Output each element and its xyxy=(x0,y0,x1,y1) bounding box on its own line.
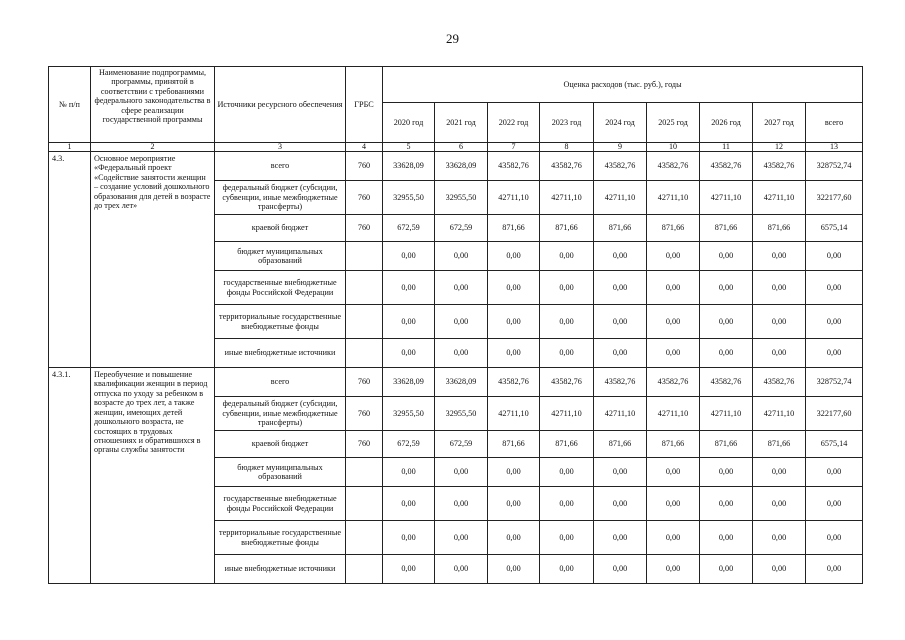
total-value: 328752,74 xyxy=(806,152,863,181)
year-value: 0,00 xyxy=(594,458,647,487)
year-value: 0,00 xyxy=(488,555,540,584)
funding-source: бюджет муниципальных образований xyxy=(215,458,346,487)
year-value: 871,66 xyxy=(540,215,594,242)
year-value: 0,00 xyxy=(383,458,435,487)
year-value: 0,00 xyxy=(700,458,753,487)
year-value: 0,00 xyxy=(647,305,700,339)
year-value: 0,00 xyxy=(594,555,647,584)
year-value: 0,00 xyxy=(488,305,540,339)
year-value: 0,00 xyxy=(540,458,594,487)
year-value: 0,00 xyxy=(488,271,540,305)
year-value: 0,00 xyxy=(488,458,540,487)
column-number: 5 xyxy=(383,143,435,152)
year-value: 43582,76 xyxy=(540,152,594,181)
grbs-code xyxy=(346,305,383,339)
year-value: 0,00 xyxy=(383,271,435,305)
year-value: 0,00 xyxy=(594,271,647,305)
year-value: 0,00 xyxy=(753,458,806,487)
year-value: 672,59 xyxy=(383,431,435,458)
item-number: 4.3. xyxy=(49,152,91,368)
year-value: 0,00 xyxy=(594,521,647,555)
budget-table xyxy=(48,66,863,584)
year-value: 0,00 xyxy=(753,305,806,339)
column-number: 10 xyxy=(647,143,700,152)
year-value: 43582,76 xyxy=(488,368,540,397)
year-value: 0,00 xyxy=(540,305,594,339)
year-value: 43582,76 xyxy=(753,368,806,397)
year-value: 0,00 xyxy=(700,271,753,305)
year-value: 871,66 xyxy=(540,431,594,458)
year-value: 0,00 xyxy=(700,487,753,521)
item-name: Основное мероприятие «Федеральный проект «Содействие занятости женщин – создание условий дошкольного образования для детей в возрасте до трех лет» xyxy=(91,152,215,368)
funding-source: бюджет муниципальных образований xyxy=(215,242,346,271)
grbs-code xyxy=(346,521,383,555)
year-value: 0,00 xyxy=(594,487,647,521)
total-value: 0,00 xyxy=(806,521,863,555)
header-year: 2026 год xyxy=(700,103,753,143)
year-value: 0,00 xyxy=(753,242,806,271)
column-number: 8 xyxy=(540,143,594,152)
year-value: 43582,76 xyxy=(753,152,806,181)
year-value: 33628,09 xyxy=(383,368,435,397)
year-value: 32955,50 xyxy=(383,397,435,431)
year-value: 42711,10 xyxy=(700,181,753,215)
year-value: 0,00 xyxy=(647,271,700,305)
grbs-code: 760 xyxy=(346,397,383,431)
total-value: 0,00 xyxy=(806,487,863,521)
total-value: 322177,60 xyxy=(806,181,863,215)
grbs-code: 760 xyxy=(346,215,383,242)
year-value: 0,00 xyxy=(435,271,488,305)
year-value: 0,00 xyxy=(753,487,806,521)
table-row xyxy=(49,368,863,397)
total-value: 322177,60 xyxy=(806,397,863,431)
year-value: 871,66 xyxy=(647,215,700,242)
year-value: 871,66 xyxy=(488,431,540,458)
header-year: 2025 год xyxy=(647,103,700,143)
year-value: 42711,10 xyxy=(488,397,540,431)
year-value: 871,66 xyxy=(700,215,753,242)
grbs-code: 760 xyxy=(346,368,383,397)
grbs-code xyxy=(346,242,383,271)
year-value: 871,66 xyxy=(488,215,540,242)
year-value: 43582,76 xyxy=(700,368,753,397)
year-value: 0,00 xyxy=(540,521,594,555)
year-value: 42711,10 xyxy=(700,397,753,431)
year-value: 0,00 xyxy=(594,339,647,368)
year-value: 42711,10 xyxy=(753,397,806,431)
year-value: 43582,76 xyxy=(488,152,540,181)
funding-source: государственные внебюджетные фонды Российской Федерации xyxy=(215,487,346,521)
total-value: 0,00 xyxy=(806,242,863,271)
grbs-code xyxy=(346,487,383,521)
funding-source: краевой бюджет xyxy=(215,431,346,458)
year-value: 0,00 xyxy=(488,242,540,271)
page-number: 29 xyxy=(446,31,459,46)
year-value: 0,00 xyxy=(435,458,488,487)
year-value: 0,00 xyxy=(383,242,435,271)
year-value: 0,00 xyxy=(383,339,435,368)
year-value: 0,00 xyxy=(488,521,540,555)
year-value: 0,00 xyxy=(594,242,647,271)
year-value: 0,00 xyxy=(647,458,700,487)
column-number: 3 xyxy=(215,143,346,152)
total-value: 6575,14 xyxy=(806,431,863,458)
year-value: 0,00 xyxy=(753,271,806,305)
year-value: 0,00 xyxy=(647,555,700,584)
funding-source: всего xyxy=(215,368,346,397)
header-grbs: ГРБС xyxy=(346,67,383,143)
grbs-code: 760 xyxy=(346,431,383,458)
grbs-code xyxy=(346,458,383,487)
column-number: 9 xyxy=(594,143,647,152)
total-value: 6575,14 xyxy=(806,215,863,242)
year-value: 0,00 xyxy=(488,339,540,368)
year-value: 43582,76 xyxy=(594,368,647,397)
header-estimate: Оценка расходов (тыс. руб.), годы xyxy=(383,67,863,103)
year-value: 32955,50 xyxy=(435,397,488,431)
funding-source: краевой бюджет xyxy=(215,215,346,242)
header-total: всего xyxy=(806,103,863,143)
funding-source: государственные внебюджетные фонды Российской Федерации xyxy=(215,271,346,305)
year-value: 0,00 xyxy=(700,305,753,339)
year-value: 0,00 xyxy=(700,242,753,271)
grbs-code xyxy=(346,339,383,368)
total-value: 0,00 xyxy=(806,555,863,584)
total-value: 0,00 xyxy=(806,305,863,339)
year-value: 871,66 xyxy=(594,431,647,458)
year-value: 42711,10 xyxy=(540,397,594,431)
column-number: 7 xyxy=(488,143,540,152)
grbs-code: 760 xyxy=(346,152,383,181)
column-number: 1 xyxy=(49,143,91,152)
table-body xyxy=(49,152,863,584)
grbs-code xyxy=(346,555,383,584)
funding-source: федеральный бюджет (субсидии, субвенции, иные межбюджетные трансферты) xyxy=(215,397,346,431)
header-year: 2024 год xyxy=(594,103,647,143)
year-value: 0,00 xyxy=(435,305,488,339)
header-sources: Источники ресурсного обеспечения xyxy=(215,67,346,143)
year-value: 871,66 xyxy=(700,431,753,458)
funding-source: всего xyxy=(215,152,346,181)
year-value: 871,66 xyxy=(753,431,806,458)
year-value: 0,00 xyxy=(700,339,753,368)
funding-source: территориальные государственные внебюджетные фонды xyxy=(215,521,346,555)
year-value: 0,00 xyxy=(435,521,488,555)
year-value: 871,66 xyxy=(753,215,806,242)
year-value: 42711,10 xyxy=(594,397,647,431)
year-value: 0,00 xyxy=(435,242,488,271)
column-number: 11 xyxy=(700,143,753,152)
year-value: 0,00 xyxy=(700,555,753,584)
year-value: 32955,50 xyxy=(435,181,488,215)
year-value: 42711,10 xyxy=(753,181,806,215)
header-year: 2023 год xyxy=(540,103,594,143)
year-value: 0,00 xyxy=(540,242,594,271)
column-number: 2 xyxy=(91,143,215,152)
funding-source: иные внебюджетные источники xyxy=(215,555,346,584)
header-name: Наименование подпрограммы, программы, принятой в соответствии с требованиями федерального законодательства в сфере реализации государственной программы xyxy=(91,67,215,143)
year-value: 42711,10 xyxy=(647,397,700,431)
year-value: 33628,09 xyxy=(435,152,488,181)
total-value: 0,00 xyxy=(806,339,863,368)
funding-source: территориальные государственные внебюджетные фонды xyxy=(215,305,346,339)
year-value: 42711,10 xyxy=(488,181,540,215)
total-value: 0,00 xyxy=(806,271,863,305)
year-value: 0,00 xyxy=(383,487,435,521)
item-name: Переобучение и повышение квалификации женщин в период отпуска по уходу за ребенком в возрасте до трех лет, а также женщин, имеющих детей дошкольного возраста, не состоящих в трудовых отношениях и обратившихся в органы службы занятости xyxy=(91,368,215,584)
year-value: 42711,10 xyxy=(594,181,647,215)
header-year: 2021 год xyxy=(435,103,488,143)
year-value: 0,00 xyxy=(647,487,700,521)
year-value: 0,00 xyxy=(383,521,435,555)
year-value: 0,00 xyxy=(435,555,488,584)
year-value: 0,00 xyxy=(540,271,594,305)
year-value: 0,00 xyxy=(435,339,488,368)
header-year: 2022 год xyxy=(488,103,540,143)
column-number: 6 xyxy=(435,143,488,152)
year-value: 0,00 xyxy=(540,555,594,584)
year-value: 0,00 xyxy=(435,487,488,521)
year-value: 672,59 xyxy=(383,215,435,242)
year-value: 43582,76 xyxy=(540,368,594,397)
column-number: 13 xyxy=(806,143,863,152)
year-value: 43582,76 xyxy=(647,368,700,397)
year-value: 33628,09 xyxy=(435,368,488,397)
year-value: 43582,76 xyxy=(647,152,700,181)
year-value: 42711,10 xyxy=(647,181,700,215)
column-number: 12 xyxy=(753,143,806,152)
table-row xyxy=(49,152,863,181)
year-value: 43582,76 xyxy=(594,152,647,181)
year-value: 0,00 xyxy=(647,339,700,368)
year-value: 0,00 xyxy=(594,305,647,339)
year-value: 0,00 xyxy=(540,487,594,521)
year-value: 0,00 xyxy=(383,555,435,584)
header-year: 2027 год xyxy=(753,103,806,143)
year-value: 0,00 xyxy=(383,305,435,339)
year-value: 672,59 xyxy=(435,431,488,458)
year-value: 0,00 xyxy=(540,339,594,368)
year-value: 672,59 xyxy=(435,215,488,242)
total-value: 0,00 xyxy=(806,458,863,487)
total-value: 328752,74 xyxy=(806,368,863,397)
year-value: 871,66 xyxy=(647,431,700,458)
year-value: 32955,50 xyxy=(383,181,435,215)
year-value: 0,00 xyxy=(753,339,806,368)
grbs-code xyxy=(346,271,383,305)
funding-source: федеральный бюджет (субсидии, субвенции, иные межбюджетные трансферты) xyxy=(215,181,346,215)
header-no: № п/п xyxy=(49,67,91,143)
year-value: 42711,10 xyxy=(540,181,594,215)
grbs-code: 760 xyxy=(346,181,383,215)
column-number: 4 xyxy=(346,143,383,152)
year-value: 0,00 xyxy=(753,555,806,584)
year-value: 0,00 xyxy=(753,521,806,555)
year-value: 0,00 xyxy=(647,521,700,555)
year-value: 43582,76 xyxy=(700,152,753,181)
funding-source: иные внебюджетные источники xyxy=(215,339,346,368)
item-number: 4.3.1. xyxy=(49,368,91,584)
year-value: 0,00 xyxy=(488,487,540,521)
year-value: 0,00 xyxy=(647,242,700,271)
header-year: 2020 год xyxy=(383,103,435,143)
year-value: 33628,09 xyxy=(383,152,435,181)
year-value: 0,00 xyxy=(700,521,753,555)
year-value: 871,66 xyxy=(594,215,647,242)
